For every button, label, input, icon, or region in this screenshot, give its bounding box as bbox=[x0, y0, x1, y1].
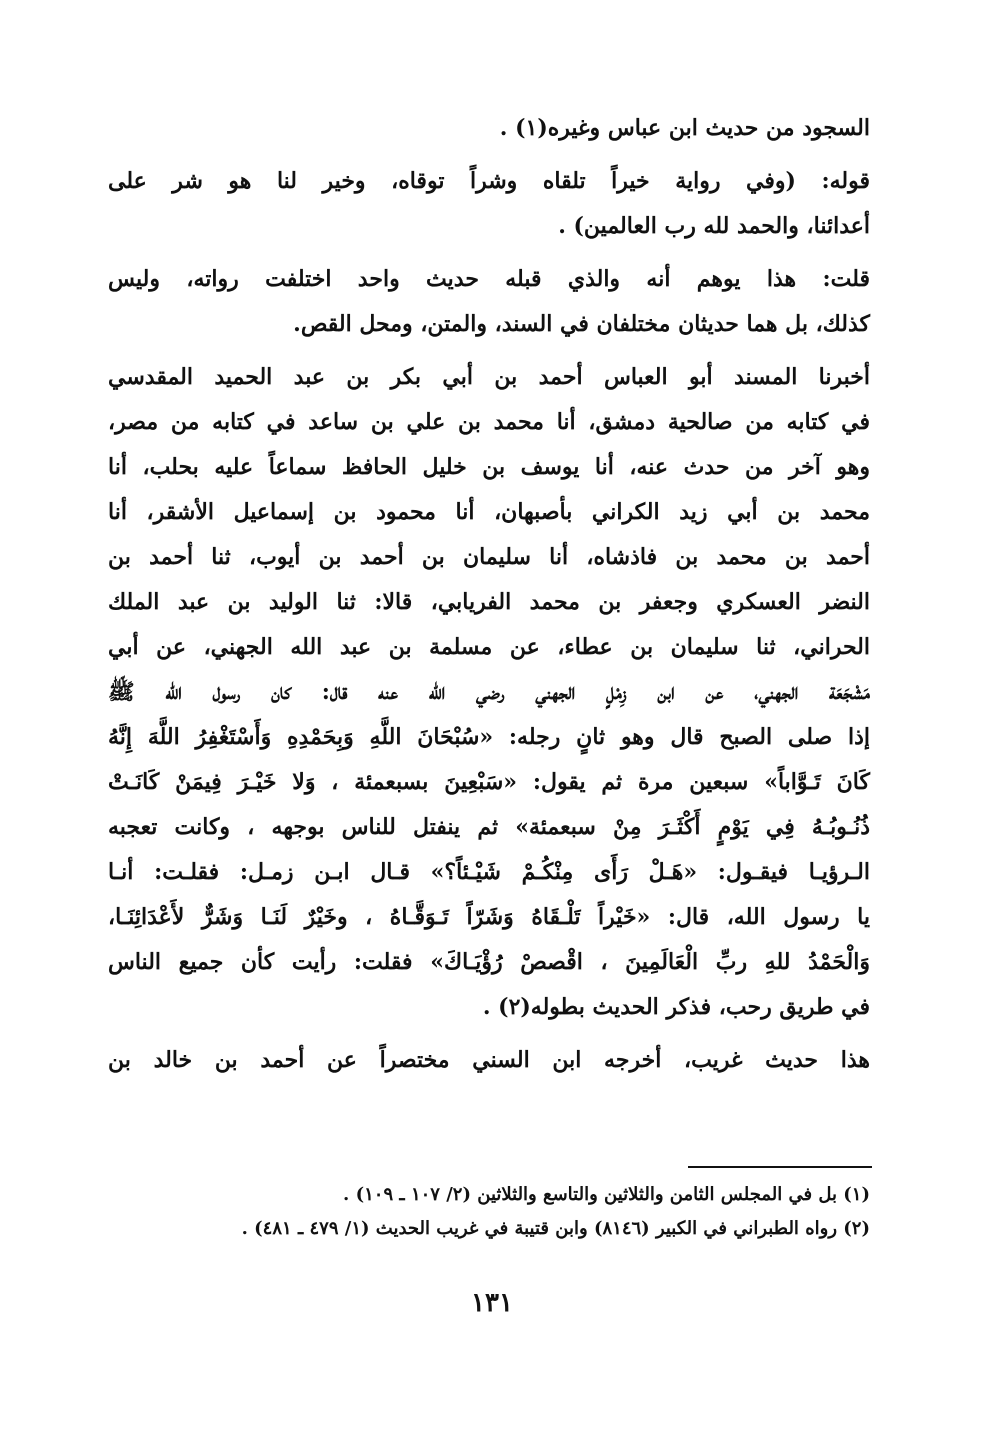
text-line: الحراني، ثنا سليمان بن عطاء، عن مسلمة بن عبد الله الجهني، عن أبي bbox=[108, 634, 870, 660]
footnote: (٢) رواه الطبراني في الكبير (٨١٤٦) وابن قتيبة في غريب الحديث (١/ ٤٧٩ ـ ٤٨١) . bbox=[241, 1218, 870, 1239]
text-line: يا رسول الله، قال: «خَيْراً تَلْـقَاهُ وَشَرّاً تَـوَقَّـاهُ ، وخَيْرٌ لَنَـا وَشَرٌّ لأَعْدَائِنَـا، bbox=[108, 904, 870, 930]
text-line: السجود من حديث ابن عباس وغيره(١) . bbox=[499, 115, 870, 141]
text-line: في طريق رحب، فذكر الحديث بطوله(٢) . bbox=[482, 994, 870, 1020]
paragraph bbox=[108, 257, 870, 347]
text-line: وَالْحَمْدُ للهِ ربِّ الْعَالَمِينَ ، اقْصصْ رُؤْيَـاكَ» فقلت: رأيت كأن جميع الناس bbox=[108, 949, 870, 975]
text-line: قلت: هذا يوهم أنه والذي قبله حديث واحد اختلفت رواته، وليس bbox=[108, 266, 870, 292]
text-line: أعدائنا، والحمد لله رب العالمين) . bbox=[558, 213, 870, 239]
paragraph bbox=[108, 159, 870, 249]
page-number: ١٣١ bbox=[471, 1288, 513, 1318]
text-line: كَانَ تَـوَّاباً» سبعين مرة ثم يقول: «سَبْعِينَ بسبعمئة ، وَلا خَيْـرَ فِيمَنْ كَانَـتْ bbox=[108, 769, 870, 795]
text-line: أخبرنا المسند أبو العباس أحمد بن أبي بكر بن عبد الحميد المقدسي bbox=[108, 364, 870, 390]
text-line: النضر العسكري وجعفر بن محمد الفريابي، قالا: ثنا الوليد بن عبد الملك bbox=[108, 589, 870, 615]
text-line: في كتابه من صالحية دمشق، أنا محمد بن علي بن ساعد في كتابه من مصر، bbox=[108, 409, 870, 435]
paragraph bbox=[108, 1038, 870, 1083]
text-line: كذلك، بل هما حديثان مختلفان في السند، والمتن، ومحل القص. bbox=[293, 311, 870, 337]
text-line: أحمد بن محمد بن فاذشاه، أنا سليمان بن أحمد بن أيوب، ثنا أحمد بن bbox=[108, 544, 870, 570]
text-line: محمد بن أبي زيد الكراني بأصبهان، أنا محمود بن إسماعيل الأشقر، أنا bbox=[108, 499, 870, 525]
paragraph bbox=[108, 355, 870, 1030]
text-line: وهو آخر من حدث عنه، أنا يوسف بن خليل الحافظ سماعاً عليه بحلب، أنا bbox=[108, 454, 870, 480]
footnote: (١) بل في المجلس الثامن والثلاثين والتاسع والثلاثين (٢/ ١٠٧ ـ ١٠٩) . bbox=[343, 1184, 870, 1205]
paragraph bbox=[108, 106, 870, 151]
text-line: إذا صلى الصبح قال وهو ثانٍ رجله: «سُبْحَانَ اللَّهِ وَبِحَمْدِهِ وَأَسْتَغْفِرُ اللَّهَ إِنَّهُ bbox=[108, 724, 870, 750]
text-line: هذا حديث غريب، أخرجه ابن السني مختصراً عن أحمد بن خالد بن bbox=[108, 1047, 870, 1073]
text-line: مَشْجَعَة الجهني، عن ابن زِمْلٍ الجهني رضي الله عنه قال: كان رسول الله ﷺ bbox=[108, 679, 870, 705]
text-line: ذُنُـوبُـهُ فِي يَوْمٍ أَكْثَـرَ مِنْ سبعمئة» ثم ينفتل للناس بوجهه ، وكانت تعجبه bbox=[108, 814, 870, 840]
footnote-separator bbox=[688, 1166, 872, 1168]
text-line: الـرؤيـا فيقـول: «هَـلْ رَأَى مِنْكُـمْ شَيْـئاً؟» قـال ابـن زمـل: فقلـت: أنـا bbox=[108, 859, 871, 885]
text-line: قوله: (وفي رواية خيراً تلقاه وشراً توقاه، وخير لنا هو شر على bbox=[108, 168, 870, 194]
footnotes bbox=[108, 1178, 870, 1246]
body-text bbox=[108, 106, 870, 1093]
